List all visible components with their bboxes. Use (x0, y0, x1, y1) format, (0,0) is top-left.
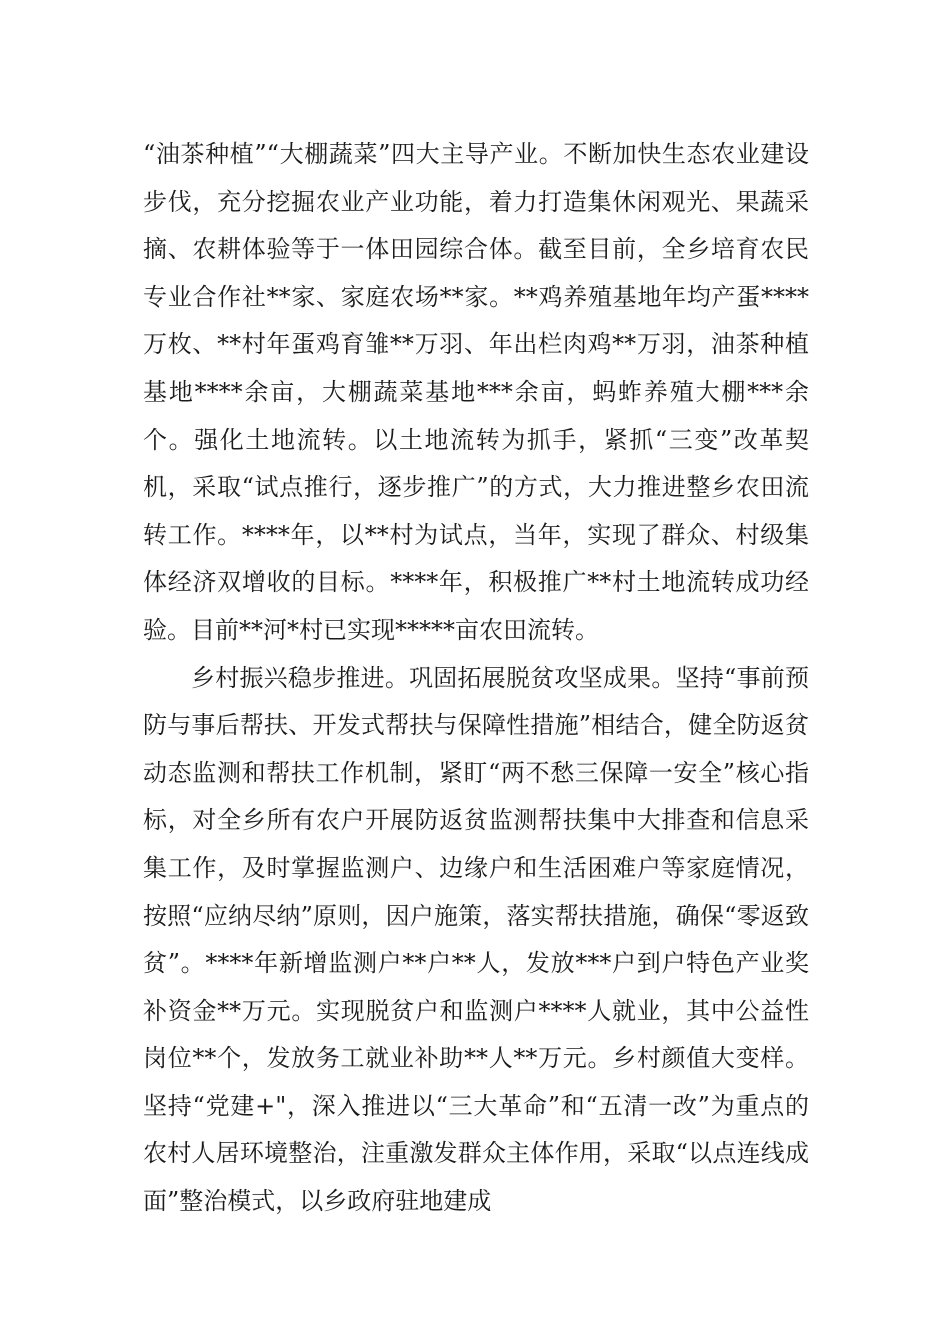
paragraph-rural-revitalization: 乡村振兴稳步推进。巩固拓展脱贫攻坚成果。坚持“事前预防与事后帮扶、开发式帮扶与保障性措施”相结合，健全防返贫动态监测和帮扶工作机制，紧盯“两不愁三保障一安全”核心指标，对全乡所有农户开展防返贫监测帮扶集中大排查和信息采集工作，及时掌握监测户、边缘户和生活困难户等家庭情况，按照“应纳尽纳”原则，因户施策，落实帮扶措施，确保“零返致贫”。****年新增监测户**户**人，发放***户到户特色产业奖补资金**万元。实现脱贫户和监测户****人就业，其中公益性岗位**个，发放务工就业补助**人**万元。乡村颜值大变样。坚持“党建+"，深入推进以“三大革命”和“五清一改”为重点的农村人居环境整治，注重激发群众主体作用，采取“以点连线成面”整治模式，以乡政府驻地建成 (143, 663, 809, 1216)
paragraph-agriculture: “油茶种植”“大棚蔬菜”四大主导产业。不断加快生态农业建设步伐，充分挖掘农业产业功能，着力打造集休闲观光、果蔬采摘、农耕体验等于一体田园综合体。截至目前，全乡培育农民专业合作社**家、家庭农场**家。**鸡养殖基地年均产蛋****万枚、**村年蛋鸡育雏**万羽、年出栏肉鸡**万羽，油茶种植基地****余亩，大棚蔬菜基地***余亩，蚂蚱养殖大棚***余个。强化土地流转。以土地流转为抓手，紧抓“三变”改革契机，采取“试点推行，逐步推广”的方式，大力推进整乡农田流转工作。****年，以**村为试点，当年，实现了群众、村级集体经济双增收的目标。****年，积极推广**村土地流转成功经验。目前**河*村已实现*****亩农田流转。 (143, 140, 809, 644)
document-body (143, 131, 809, 1226)
